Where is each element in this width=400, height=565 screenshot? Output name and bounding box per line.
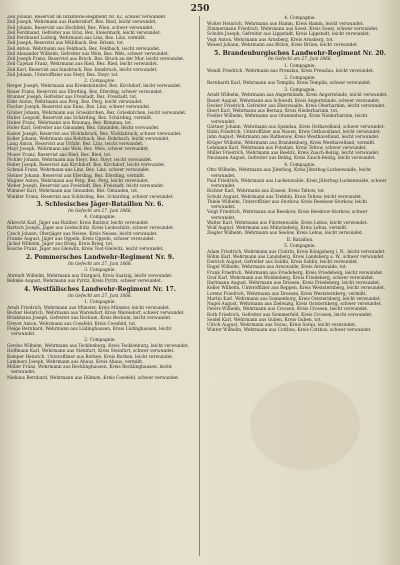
casualty-entry: Niehaus Bernhard, Wehrmann aus Dülmen, Kreis Coesfeld, schwer verwundet. [7,375,180,381]
casualty-entry: Eder Anton, Wehrmann aus Perg, Bez. Perg, leicht verwundet. [7,100,143,105]
casualty-entry: Schulz August, Wehrmann aus Trebbin, Kreis Teltow, leicht verwundet. [207,194,363,200]
casualty-entry: Otto Wilhelm, Wehrmann aus Jüterbog, Kreis Jüterbog-Luckenwalde, leicht verwundet. [207,168,371,179]
casualty-entry: Lammers Joseph, Wehrmann aus Ahaus, Kreis Ahaus, vermißt. [7,359,144,365]
casualty-entry: Arndt Wilhelm, Wehrmann aus Angermünde, Kreis Angermünde, leicht verwundet. [207,93,388,99]
casualty-entry: Dreyer Anton, Wehrmann aus Coesfeld, Kreis Coesfeld, tot. [7,321,137,327]
company-heading: 3. Compagnie. [84,268,116,274]
casualty-entry: Kosche Franz, Jäger aus Gleiwitz, Kreis Tost-Gleiwitz, leicht verwundet. [7,247,164,253]
casualty-entry: Keller Wilhelm, Unteroffizier aus Reppen, Kreis Weststernberg, leicht verwundet. [207,286,386,292]
casualty-entry: Schmid Franz, Wehrmann aus Linz, Bez. Linz, schwer verwundet. [7,168,151,174]
casualty-entry: Behnke August, Wehrmann aus Pyritz, Kreis Pyritz, schwer verwundet. [7,279,163,285]
company-heading: 4. Compagnie. [84,215,116,221]
casualty-entry: Wolf August, Wehrmann aus Müncheberg, Kreis Lebus, vermißt. [207,226,348,232]
casualty-entry: Zeil Karl, Reservist aus Innsbruck, Bez. Innsbruck, leicht verwundet. [7,67,158,73]
company-heading: 3. Compagnie. [284,87,316,93]
casualty-entry: Berger Joseph, Wehrmann aus Kremsmünster, Bez. Kirchdorf, leicht verwundet. [7,84,182,90]
casualty-entry: Frank Friedrich, Wehrmann aus Friedeberg, Kreis Friedeberg, leicht verwundet. [207,270,384,276]
casualty-entry: Wimmer Karl, Wehrmann aus Gmunden, Bez. Gmunden, tot. [7,189,139,195]
casualty-entry: Czech Johann, Oberjäger aus Neisse, Kreis Neisse, leicht verwundet. [7,231,158,237]
casualty-entry: Paul Friedrich, Wehrmann aus Luckenwalde, Kreis Jüterbog-Luckenwalde, schwer verwundet. [207,178,387,190]
casualty-entry: Möller Franz, Wehrmann aus Recklinghausen, Kreis Recklinghausen, leicht verwundet. [7,365,172,376]
casualty-entry: Martin Karl, Wehrmann aus Sonnenburg, Kreis Oststernberg, leicht verwundet. [207,296,381,302]
right-column [207,15,393,560]
casualty-entry: Bauer August, Wehrmann aus Schwedt, Kreis Angermünde, schwer verwundet. [207,98,381,104]
engagement-subheading: Im Gefecht am 27. Juni 1866. [67,293,132,299]
casualty-entry: Lehmann Karl, Wehrmann aus Potsdam, Kreis Teltow, schwer verwundet. [207,145,367,151]
casualty-entry: Pichler Johann, Wehrmann aus Steyr, Bez. Steyr, leicht verwundet. [7,157,153,163]
casualty-entry: Nagel August, Wehrmann aus Zielenzig, Kreis Oststernberg, schwer verwundet. [207,302,382,308]
casualty-entry: Dietrich August, Gefreiter aus Soldin, Kreis Soldin, leicht verwundet. [207,260,359,266]
casualty-entry: Ahrendt Wilhelm, Wehrmann aus Stargard, Kreis Saatzig, leicht verwundet. [7,274,173,280]
casualty-entry: Brinkmann Joseph, Gefreiter aus Beckum, Kreis Beckum, leicht verwundet. [7,316,172,322]
casualty-entry: Zeil Johann, Reservist im Infanterie-Regiment Nr. 62, schwer verwundet. [7,15,167,20]
casualty-entry: Richter Karl, Wehrmann aus Zossen, Kreis Teltow, tot. [207,189,326,195]
casualty-entry: Bauer Franz, Reservist aus Eferding, Bez. Eferding, schwer verwundet. [7,89,164,95]
casualty-entry: Zeil Joseph, Reservist aus Mühlbach, Bez. Brixen, tot. [7,41,125,47]
column-divider [199,16,200,556]
casualty-entry: Weber Joseph, Reservist aus Freistadt, Bez. Freistadt, leicht verwundet. [7,184,165,189]
casualty-entry: Zeil Alexander Wilhelm, Gefreiter aus Wels, Bez. Wels, schwer verwundet. [7,51,170,57]
casualty-entry: Zimmermann Friedrich, Wehrmann aus Soest, Kreis Soest, schwer verwundet. [207,27,379,32]
casualty-entry: Hoffmann Karl, Wehrmann aus Steinfurt, Kreis Steinfurt, schwer verwundet. [7,349,175,355]
casualty-entry: Arndt Friedrich, Wehrmann aus Münster, Kreis Münster, leicht verwundet. [7,305,171,311]
casualty-entry: Lorenz Friedrich, Wehrmann aus Drossen, Kreis Weststernberg, vermißt. [207,291,367,297]
casualty-entry: Gärtner Johann, Wehrmann aus Spandau, Kreis Osthavelland, schwer verwundet. [207,124,385,130]
casualty-entry: Fischer Joseph, Reservist aus Enns, Bez. Linz, schwer verwundet. [7,105,151,111]
casualty-entry: Winkler Franz, Reservist aus Schärding, Bez. Schärding, schwer verwundet. [7,194,174,200]
casualty-entry: Graf Karl, Wehrmann aus Woldenberg, Kreis Friedeberg, schwer verwundet. [207,275,375,281]
casualty-entry: Engel Wilhelm, Wehrmann aus Arnswalde, Kreis Arnswalde, tot. [207,265,348,271]
casualty-entry: Schulte Joseph, Gefreiter aus Lippstadt, Kreis Lippstadt, leicht verwundet. [207,32,371,38]
casualty-entry: Gruber Johann, Wehrmann aus Grieskirchen, Bez. Grieskirchen, leicht verwundet. [7,110,187,116]
engagement-subheading: Im Gefecht am 27. Juni 1866. [67,262,132,268]
casualty-entry: Kaiser Joseph, Reservist aus Vöcklabruck, Bez. Vöcklabruck, schwer verwundet. [7,131,182,137]
company-heading: 4. Compagnie. [284,162,316,168]
engagement-subheading: Im Gefecht am 27. Juni 1866. [267,57,332,63]
casualty-entry: Böhm Karl, Wehrmann aus Landsberg, Kreis Landsberg a. W., schwer verwundet. [207,254,385,260]
casualty-entry: Fleige Bernhard, Wehrmann aus Lüdinghausen, Kreis Lüdinghausen, leicht verwundet. [7,326,172,338]
casualty-entry: Fiedler Wilhelm, Wehrmann aus Oranienburg, Kreis Niederbarnim, leicht verwundet. [207,114,368,125]
casualty-entry: Wagner Anton, Wehrmann aus Perg, Bez. Perg, leicht verwundet. [7,178,150,184]
company-heading: 4. Compagnie. [284,16,316,21]
casualty-entry: Krüger Wilhelm, Wehrmann aus Brandenburg, Kreis Westhavelland, vermißt. [207,140,376,146]
regiment-heading: 2. Pommersches Landwehr-Regiment Nr. 9. [25,254,175,262]
casualty-entry: Mayr Joseph, Wehrmann aus Wels, Bez. Wels, schwer verwundet. [7,147,150,153]
company-heading: 1. Compagnie. [284,63,316,69]
casualty-entry: Hofer Karl, Gefreiter aus Gmunden, Bez. Gmunden, leicht verwundet. [7,126,160,132]
casualty-entry: Becker Heinrich, Wehrmann aus Warendorf, Kreis Warendorf, schwer verwundet. [7,311,185,317]
casualty-entry: Winter Wilhelm, Wehrmann aus Cottbus, Kreis Cottbus, schwer verwundet. [207,328,372,334]
casualty-entry: Zeil Joseph, Wehrmann aus Hadersdorf, Bez. Ried, leicht verwundet. [7,20,157,26]
casualty-entry: Zeil Ferdinand, Gefreiter aus Graz, Bez. Steiermark, leicht verwundet. [7,30,161,36]
company-heading: 2. Compagnie. [84,338,116,344]
casualty-entry: Wendt Friedrich, Wehrmann aus Prenzlau, Kreis Prenzlau, leicht verwundet. [207,69,374,75]
casualty-entry: Peters Wilhelm, Wehrmann aus Crossen, Kreis Crossen, leicht verwundet. [207,307,369,313]
casualty-entry: Lang Anton, Reservist aus Urfahr, Bez. Linz, leicht verwundet. [7,142,144,147]
company-heading: 1. Compagnie. [84,300,116,306]
casualty-entry: Hartmann August, Wehrmann aus Driesen, Kreis Friedeberg, leicht verwundet. [207,281,381,287]
casualty-entry: Zeil Johann, Reservist aus Hochfeld, Bez. Wien, schwer verwundet. [7,25,154,31]
engagement-subheading: 2. Compagnie. [84,78,116,84]
casualty-entry: Zeil Anton, Wehrmann aus Feldbach, Bez. Feldbach, leicht verwundet. [7,46,161,52]
casualty-entry: Koller Johann, Wehrmann aus Rohrbach, Bez. Rohrbach, leicht verwundet. [7,136,170,142]
casualty-entry: Reiter Joseph, Reservist aus Kirchdorf, Bez. Kirchdorf, leicht verwundet. [7,163,166,168]
casualty-entry: Kemper Heinrich, Unteroffizier aus Borken, Kreis Borken, leicht verwundet. [7,354,174,360]
casualty-entry: Albrecht Karl, Jäger aus Ratibor, Kreis Ratibor, leicht verwundet. [7,221,150,227]
casualty-entry: Ziegler Wilhelm, Wehrmann aus Seelow, Kreis Lebus, leicht verwundet. [207,231,364,237]
casualty-entry: Zeil Ferdinand Ludwig, Wehrmann aus Linz, Bez. Linz, vermißt. [7,36,147,41]
casualty-entry: Walter Karl, Wehrmann aus Fürstenwalde, Kreis Lebus, leicht verwundet. [207,220,368,226]
casualty-entry: Bernhardt Karl, Wehrmann aus Templin, Kreis Templin, schwer verwundet. [207,81,372,87]
casualty-entry: Zeil Johann, Unteroffizier aus Steyr, Bez. Steyr, tot. [7,72,119,78]
casualty-entry: Jäckel Wilhelm, Jäger aus Brieg, Kreis Brieg, tot. [7,242,114,248]
casualty-entry: Gerdes Wilhelm, Wehrmann aus Tecklenburg, Kreis Tecklenburg, leicht verwundet. [7,344,189,350]
company-heading: II. Bataillon. [286,237,314,243]
casualty-entry: Franke August, Jäger aus Oppeln, Kreis Oppeln, schwer verwundet. [7,236,156,242]
casualty-entry: Neumann August, Gefreiter aus Belzig, Kreis Zauch-Belzig, leicht verwundet. [207,156,377,162]
casualty-entry: Wessel Johann, Wehrmann aus Brilon, Kreis Brilon, leicht verwundet. [207,42,359,48]
regiment-heading: 3. Schlesisches Jäger-Bataillon Nr. 6. [36,201,164,209]
casualty-entry: Steiner Johann, Reservist aus Eferding, Bez. Eferding, vermißt. [7,173,146,179]
casualty-entry: Huber Franz, Wehrmann aus Braunau, Bez. Braunau, tot. [7,121,133,126]
casualty-entry: Vogt Anton, Wehrmann aus Arnsberg, Kreis Arnsberg, tot. [207,37,334,43]
casualty-entry: Huber Leopold, Reservist aus Schärding, Bez. Schärding, vermißt. [7,115,153,121]
casualty-entry: Wolter Heinrich, Wehrmann aus Hamm, Kreis Hamm, leicht verwundet. [207,21,364,27]
company-heading: 5. Compagnie. [284,243,316,249]
engagement-subheading: Im Gefecht am 27. Juni 1866. [67,209,132,215]
regiment-heading: 4. Westfälisches Landwehr-Regiment Nr. 17. [24,286,176,294]
casualty-entry: Moser Franz, Reservist aus Ried, Bez. Ried, tot. [7,152,112,158]
casualty-entry: Decker Friedrich, Gefreiter aus Eberswalde, Kreis Oberbarnim, leicht verwundet. [207,103,386,109]
casualty-entry: Zeil Cajetan Franz, Wehrmann aus Ried, Bez. Ried, leicht verwundet. [7,62,159,68]
casualty-entry: Müller Friedrich, Wehrmann aus Beelitz, Kreis Zauch-Belzig, leicht verwundet. [207,151,380,157]
regiment-heading: 5. Brandenburgisches Landwehr-Regiment Nr. 20. [214,49,386,57]
page-number: 250 [190,4,210,14]
casualty-entry: Hahn Friedrich, Unteroffizier aus Nauen, Kreis Osthavelland, leicht verwundet. [207,130,381,136]
casualty-entry: Bartsch Joseph, Jäger aus Leobschütz, Kreis Leobschütz, schwer verwundet. [7,226,175,232]
company-heading: 2. Compagnie. [284,75,316,81]
left-column [7,15,193,560]
casualty-entry: Ebert Karl, Wehrmann aus Bernau, Kreis Niederbarnim, tot. [207,109,339,115]
casualty-entry: Roth Friedrich, Gefreiter aus Sommerfeld, Kreis Crossen, leicht verwundet. [207,312,373,318]
casualty-entry: Voigt Friedrich, Wehrmann aus Beeskow, Kreis Beeskow-Storkow, schwer verwundet. [207,210,368,221]
casualty-entry: Jahn August, Wehrmann aus Rathenow, Kreis Westhavelland, leicht verwundet. [207,135,380,141]
casualty-entry: Ulrich August, Wehrmann aus Sorau, Kreis Sorau, leicht verwundet. [207,323,357,329]
casualty-entry: Thiele Wilhelm, Unteroffizier aus Storkow, Kreis Beeskow-Storkow, leicht verwundet. [207,199,368,211]
casualty-entry: Zeil Joseph Franz, Reservist aus Bruck, Bez. Bruck an der Mur, leicht verwundet. [7,57,185,62]
casualty-entry: Adam Friedrich, Wehrmann aus Cüstrin, Kreis Königsberg i. N., leicht verwundet. [207,249,386,255]
casualty-entry: Seidel Karl, Wehrmann aus Guben, Kreis Guben, tot. [207,317,322,323]
casualty-entry: Brunner Joseph, Gefreiter aus Freistadt, Bez. Freistadt, tot. [7,94,138,100]
